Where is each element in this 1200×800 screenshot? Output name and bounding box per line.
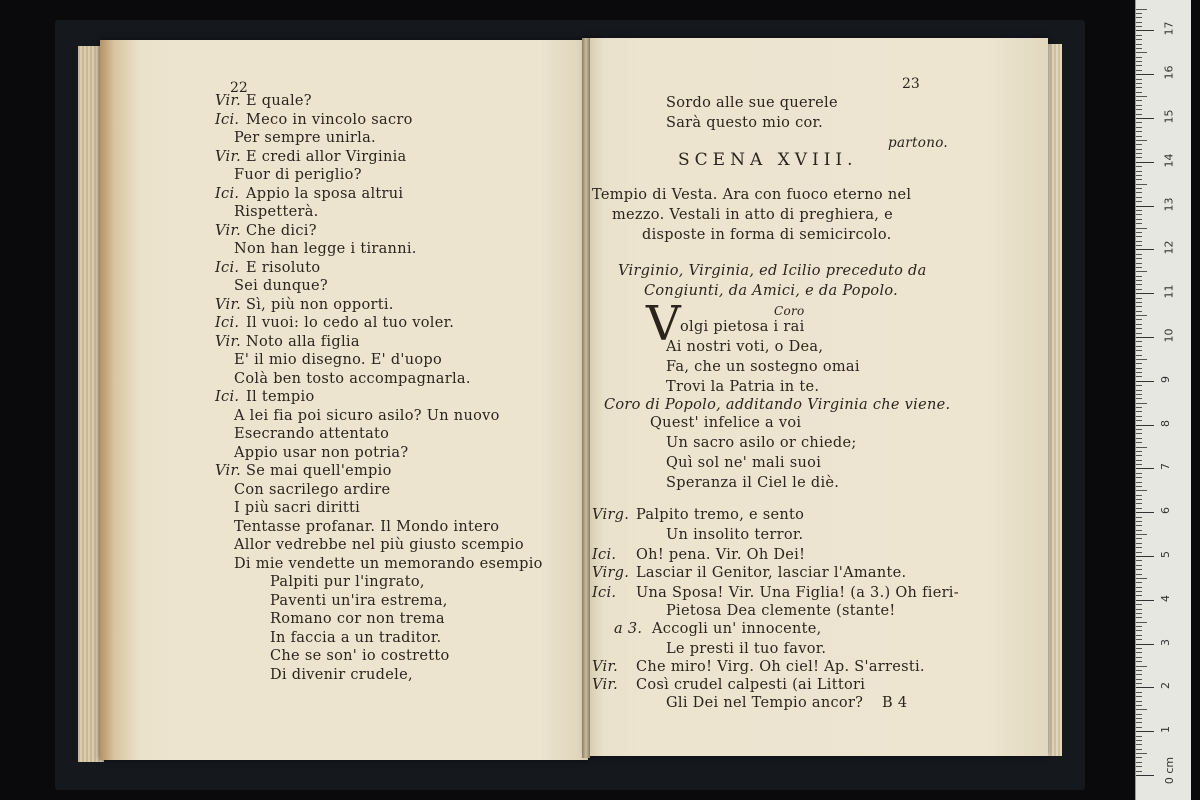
coro-label: Coro [774,304,805,318]
ruler-tick [1136,635,1142,636]
ruler-tick [1136,385,1142,386]
ruler-tick [1136,749,1142,750]
ruler-tick [1136,355,1142,356]
ruler-tick [1136,604,1142,605]
speaker-label: Ici. [215,185,240,202]
ruler-tick [1136,771,1142,772]
verse-line: Sì, più non opporti. [246,296,394,313]
speaker-label: Vir. [592,677,619,693]
verse-line: Sei dunque? [234,278,328,294]
verse-line: Di divenir crudele, [270,666,413,683]
ruler-tick [1136,201,1142,202]
verse-line: Se mai quell'empio [246,463,392,479]
ruler-tick [1136,153,1142,154]
ruler-tick [1136,381,1154,382]
ruler-unit-label: 0 cm [1163,756,1177,785]
ruler-tick [1136,289,1142,290]
ruler-tick [1136,258,1142,259]
verse-line: E quale? [246,93,312,109]
ruler-number: 16 [1162,65,1176,80]
ruler-tick [1136,109,1142,110]
chorus-line: Quì sol ne' mali suoi [666,455,822,471]
ruler-tick [1136,214,1142,215]
ruler-tick [1136,574,1142,575]
speaker-label: Vir. [215,148,242,165]
ruler-tick [1136,337,1154,338]
page-number: 22 [230,80,248,96]
ruler-tick [1136,411,1142,412]
ruler-tick [1136,425,1154,426]
ruler-tick [1136,613,1142,614]
ruler-tick [1136,17,1142,18]
ruler-tick [1136,429,1142,430]
right-page [586,38,1048,756]
ruler-tick [1136,324,1142,325]
stage-direction: partono. [888,135,948,151]
ruler-tick [1136,687,1154,688]
verse-line: Sordo alle sue querele [666,95,838,111]
ruler-tick [1136,591,1142,592]
ruler-tick [1136,144,1142,145]
verse-line: Oh! pena. Vir. Oh Dei! [636,547,806,563]
verse-line: Pietosa Dea clemente (stante! [666,603,896,619]
ruler-tick [1136,70,1142,71]
ruler-tick [1136,451,1142,452]
ruler-number: 13 [1162,197,1176,212]
ruler-tick [1136,740,1142,741]
ruler-tick [1136,490,1147,491]
ruler-tick [1136,105,1142,106]
ruler-tick [1136,661,1142,662]
ruler-tick [1136,683,1142,684]
ruler-tick [1136,175,1142,176]
ruler-tick [1136,192,1142,193]
ruler-tick [1136,328,1142,329]
ruler-tick [1136,447,1147,448]
ruler-tick [1136,171,1142,172]
ruler-number: 8 [1159,419,1172,427]
right-page-edges [1046,44,1062,756]
speaker-label: Vir. [215,93,242,109]
ruler-tick [1136,433,1142,434]
verse-line: Appio la sposa altrui [246,185,404,202]
verse-line: Fuor di periglio? [234,167,362,183]
ruler-tick [1136,670,1142,671]
measuring-ruler [1135,0,1191,800]
ruler-tick [1136,350,1142,351]
ruler-tick [1136,390,1142,391]
setting-line: Tempio di Vesta. Ara con fuoco eterno nel [592,187,912,203]
ruler-tick [1136,595,1142,596]
ruler-tick [1136,547,1142,548]
speaker-label: Ici. [215,111,240,128]
ruler-number: 2 [1159,682,1172,690]
speaker-label: Virg. [592,507,630,523]
ruler-tick [1136,249,1154,250]
ruler-tick [1136,565,1142,566]
ruler-tick [1136,57,1142,58]
ruler-number: 17 [1162,21,1176,36]
ruler-tick [1136,455,1142,456]
ruler-tick [1136,582,1142,583]
characters-line: Congiunti, da Amici, e da Popolo. [644,283,899,299]
ruler-tick [1136,495,1142,496]
signature-mark: B 4 [882,695,908,711]
verse-line: Con sacrilego ardire [234,481,391,498]
ruler-tick [1136,512,1154,513]
ruler-number: 14 [1162,153,1176,168]
drop-cap: V [646,296,681,352]
ruler-tick [1136,762,1142,763]
ruler-tick [1136,552,1142,553]
ruler-tick [1136,83,1142,84]
verse-line: Così crudel calpesti (ai Littori [636,677,866,693]
ruler-tick [1136,709,1147,710]
ruler-tick [1136,438,1142,439]
chorus-line: Quest' infelice a voi [650,415,802,431]
ruler-tick [1136,276,1142,277]
ruler-number: 1 [1159,726,1172,734]
ruler-number: 15 [1162,109,1176,124]
ruler-tick [1136,293,1154,294]
ruler-tick [1136,188,1142,189]
ruler-tick [1136,65,1142,66]
ruler-tick [1136,254,1142,255]
ruler-tick [1136,420,1142,421]
ruler-tick [1136,556,1154,557]
ruler-tick [1136,503,1142,504]
ruler-tick [1136,775,1154,776]
ruler-number: 11 [1162,284,1176,299]
ruler-tick [1136,666,1147,667]
ruler-tick [1136,398,1142,399]
verse-line: Di mie vendette un memorando esempio [234,555,543,572]
verse-line: A lei fia poi sicuro asilo? Un nuovo [234,407,500,424]
ruler-tick [1136,766,1142,767]
chorus-line: olgi pietosa i rai [680,319,805,335]
ruler-tick [1136,162,1154,163]
ruler-tick [1136,127,1142,128]
verse-line: Sarà questo mio cor. [666,115,824,131]
ruler-number: 3 [1159,638,1172,646]
ruler-tick [1136,464,1142,465]
ruler-tick [1136,267,1142,268]
verse-line: Che dici? [246,222,317,239]
ruler-tick [1136,560,1142,561]
verse-line: Che miro! Virg. Oh ciel! Ap. S'arresti. [636,659,925,675]
ruler-tick [1136,530,1142,531]
verse-line: Le presti il tuo favor. [666,641,827,657]
verse-line: Palpiti pur l'ingrato, [270,574,425,590]
ruler-tick [1136,87,1142,88]
ruler-tick [1136,166,1142,167]
ruler-tick [1136,39,1142,40]
ruler-tick [1136,210,1142,211]
ruler-tick [1136,468,1154,469]
ruler-tick [1136,521,1142,522]
characters-line: Virginio, Virginia, ed Icilio preceduto da [618,263,927,279]
stage-direction: Coro di Popolo, additando Virginia che viene. [604,397,951,413]
verse-line: Gli Dei nel Tempio ancor? [666,695,864,711]
verse-line: Che se son' io costretto [270,648,450,664]
ruler-tick [1136,460,1142,461]
ruler-tick [1136,736,1142,737]
ruler-tick [1136,587,1142,588]
speaker-label: Ici. [592,585,617,601]
ruler-tick [1136,333,1142,334]
verse-line: Lasciar il Genitor, lasciar l'Amante. [636,565,907,581]
page-number: 23 [902,76,920,92]
ruler-tick [1136,442,1142,443]
ruler-tick [1136,376,1142,377]
verse-line: Una Sposa! Vir. Una Figlia! (a 3.) Oh fieri- [636,585,959,601]
ruler-tick [1136,731,1154,732]
verse-line: I più sacri diritti [234,500,361,516]
speaker-label: Vir. [592,659,619,675]
speaker-label: Vir. [215,333,242,350]
ruler-number: 9 [1159,375,1172,383]
speaker-label: Vir. [215,222,242,239]
ruler-tick [1136,652,1142,653]
ruler-tick [1136,140,1147,141]
ruler-tick [1136,508,1142,509]
ruler-tick [1136,346,1142,347]
ruler-tick [1136,692,1142,693]
ruler-number: 12 [1162,240,1176,255]
ruler-tick [1136,241,1142,242]
ruler-number: 6 [1159,507,1172,515]
ruler-tick [1136,92,1142,93]
verse-line: Il vuoi: lo cedo al tuo voler. [246,315,455,331]
scene-heading: SCENA XVIII. [678,150,858,170]
verse-line: Noto alla figlia [246,333,360,350]
verse-line: E risoluto [246,259,321,276]
ruler-tick [1136,538,1142,539]
ruler-tick [1136,131,1142,132]
ruler-tick [1136,26,1142,27]
chorus-line: Ai nostri voti, o Dea, [666,339,824,355]
speaker-label: Ici. [215,259,240,276]
ruler-tick [1136,149,1142,150]
ruler-tick [1136,727,1142,728]
ruler-number: 10 [1162,328,1176,343]
speaker-label: Vir. [215,296,242,313]
ruler-tick [1136,52,1147,53]
ruler-tick [1136,61,1142,62]
ruler-tick [1136,600,1154,601]
chorus-line: Un sacro asilo or chiede; [666,435,857,451]
ruler-tick [1136,674,1142,675]
speaker-label: Ici. [592,547,617,563]
speaker-label: a 3. [614,621,643,637]
ruler-tick [1136,280,1142,281]
ruler-tick [1136,100,1142,101]
verse-line: Allor vedrebbe nel più giusto scempio [234,537,524,553]
verse-line: Per sempre unirla. [234,130,376,146]
ruler-tick [1136,534,1147,535]
ruler-tick [1136,499,1142,500]
ruler-tick [1136,44,1142,45]
ruler-number: 7 [1159,463,1172,471]
verse-line: Colà ben tosto accompagnarla. [234,370,471,387]
ruler-tick [1136,35,1142,36]
ruler-tick [1136,271,1147,272]
ruler-tick [1136,718,1142,719]
verse-line: Appio usar non potria? [234,444,409,461]
ruler-tick [1136,679,1142,680]
ruler-tick [1136,197,1142,198]
ruler-tick [1136,363,1142,364]
ruler-tick [1136,714,1142,715]
ruler-tick [1136,96,1147,97]
chorus-line: Speranza il Ciel le diè. [666,475,840,491]
setting-line: disposte in forma di semicircolo. [642,227,892,243]
speaker-label: Vir. [215,463,242,479]
verse-line: Meco in vincolo sacro [246,111,413,128]
verse-line: Palpito tremo, e sento [636,507,805,523]
ruler-tick [1136,416,1142,417]
ruler-tick [1136,79,1142,80]
ruler-tick [1136,626,1142,627]
ruler-tick [1136,228,1147,229]
ruler-tick [1136,722,1142,723]
ruler-tick [1136,394,1142,395]
ruler-tick [1136,22,1142,23]
ruler-tick [1136,696,1142,697]
setting-line: mezzo. Vestali in atto di preghiera, e [612,207,893,223]
ruler-tick [1136,118,1154,119]
ruler-tick [1136,319,1142,320]
ruler-number: 5 [1159,551,1172,558]
verse-line: Il tempio [246,389,315,405]
ruler-tick [1136,705,1142,706]
verse-line: Non han legge i tiranni. [234,241,417,257]
ruler-tick [1136,644,1154,645]
ruler-tick [1136,9,1147,10]
ruler-tick [1136,609,1142,610]
ruler-tick [1136,302,1142,303]
left-page [100,40,588,760]
verse-line: Paventi un'ira estrema, [270,592,448,609]
ruler-tick [1136,122,1142,123]
ruler-tick [1136,372,1142,373]
ruler-tick [1136,517,1142,518]
ruler-tick [1136,30,1154,31]
ruler-tick [1136,219,1142,220]
ruler-tick [1136,48,1142,49]
ruler-tick [1136,639,1142,640]
ruler-tick [1136,298,1142,299]
verse-line: Romano cor non trema [270,611,445,627]
ruler-tick [1136,311,1142,312]
book-gutter [582,38,590,758]
ruler-tick [1136,543,1142,544]
speaker-label: Ici. [215,315,240,331]
ruler-tick [1136,306,1142,307]
speaker-label: Ici. [215,389,240,405]
verse-line: Rispetterà. [234,204,319,220]
ruler-tick [1136,753,1147,754]
ruler-tick [1136,657,1142,658]
ruler-tick [1136,701,1142,702]
ruler-tick [1136,486,1142,487]
ruler-tick [1136,245,1142,246]
ruler-tick [1136,407,1142,408]
verse-line: In faccia a un traditor. [270,629,442,646]
ruler-tick [1136,482,1142,483]
ruler-tick [1136,578,1147,579]
ruler-tick [1136,757,1142,758]
ruler-tick [1136,206,1154,207]
ruler-tick [1136,13,1142,14]
ruler-tick [1136,648,1142,649]
ruler-tick [1136,74,1154,75]
verse-line: E' il mio disegno. E' d'uopo [234,352,442,368]
ruler-tick [1136,263,1142,264]
ruler-tick [1136,744,1142,745]
chorus-line: Fa, che un sostegno omai [666,359,860,375]
ruler-tick [1136,477,1142,478]
ruler-tick [1136,136,1142,137]
ruler-tick [1136,223,1142,224]
ruler-number: 4 [1159,594,1172,602]
verse-line: Esecrando attentato [234,426,390,442]
verse-line: Un insolito terror. [666,527,804,543]
ruler-tick [1136,622,1147,623]
ruler-tick [1136,403,1147,404]
verse-line: Tentasse profanar. Il Mondo intero [234,518,500,535]
ruler-tick [1136,630,1142,631]
ruler-tick [1136,157,1142,158]
chorus-line: Trovi la Patria in te. [666,379,820,395]
ruler-tick [1136,473,1142,474]
ruler-tick [1136,315,1147,316]
ruler-tick [1136,525,1142,526]
speaker-label: Virg. [592,565,630,581]
ruler-tick [1136,236,1142,237]
ruler-tick [1136,617,1142,618]
ruler-tick [1136,179,1142,180]
verse-line: E credi allor Virginia [246,148,407,165]
ruler-tick [1136,341,1142,342]
ruler-tick [1136,184,1147,185]
ruler-tick [1136,359,1147,360]
ruler-tick [1136,284,1142,285]
ruler-tick [1136,114,1142,115]
ruler-tick [1136,232,1142,233]
ruler-tick [1136,569,1142,570]
verse-line: Accogli un' innocente, [652,621,822,637]
ruler-tick [1136,368,1142,369]
